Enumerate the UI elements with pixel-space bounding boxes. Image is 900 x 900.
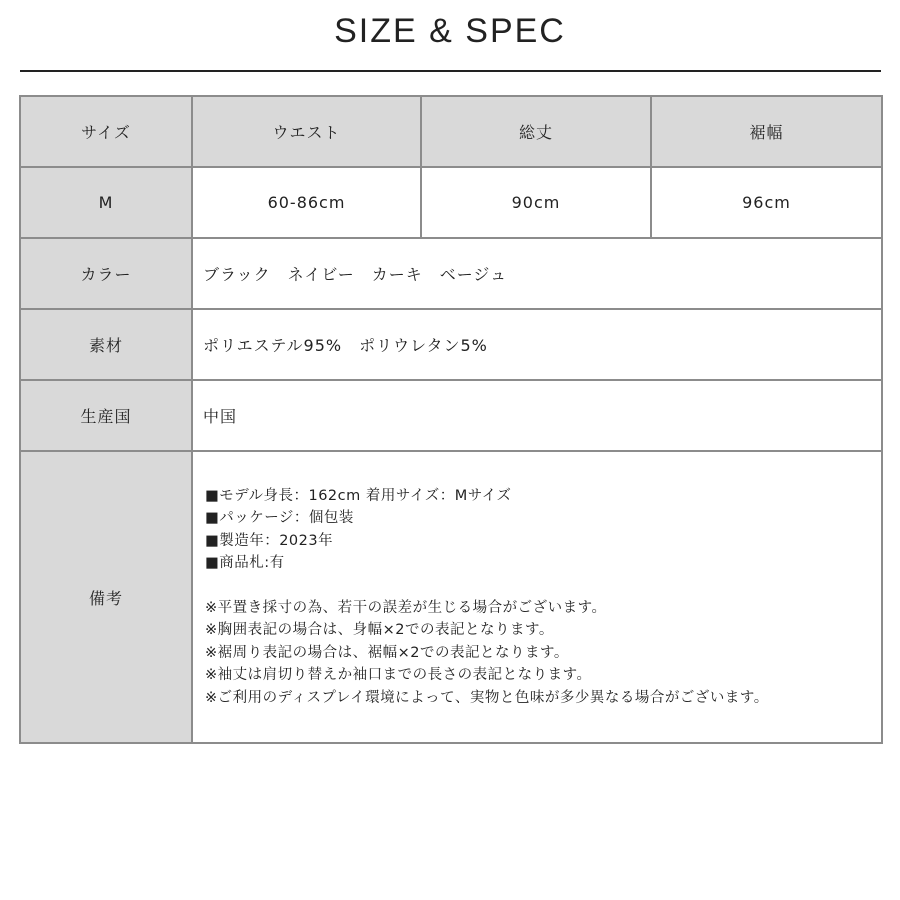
material-row (20, 309, 882, 380)
length-value: 90cm (421, 167, 651, 238)
remark-line: ※袖丈は肩切り替えか袖口までの長さの表記となります。 (205, 667, 592, 684)
color-value: ブラック ネイビー カーキ ベージュ (192, 238, 882, 309)
length-header: 総丈 (421, 96, 651, 167)
material-value: ポリエステル95% ポリウレタン5% (192, 309, 882, 380)
detail-line: ■モデル身長：162cm 着用サイズ：Mサイズ (205, 487, 512, 504)
size-header: サイズ (20, 96, 192, 167)
remark-line: ※胸囲表記の場合は、身幅×2での表記となります。 (205, 622, 554, 639)
detail-line: ■製造年：2023年 (205, 532, 334, 549)
notes-content (193, 485, 881, 710)
waist-value: 60-86cm (192, 167, 421, 238)
remark-line: ※ご利用のディスプレイ環境によって、実物と色味が多少異なる場合がございます。 (205, 689, 769, 706)
remark-line: ※平置き採寸の為、若干の誤差が生じる場合がございます。 (205, 599, 607, 616)
size-row (20, 167, 882, 238)
origin-label: 生産国 (20, 380, 192, 451)
spec-table (19, 95, 883, 744)
material-label: 素材 (20, 309, 192, 380)
hem-width-value: 96cm (651, 167, 882, 238)
origin-value: 中国 (192, 380, 882, 451)
detail-line: ■パッケージ：個包装 (205, 510, 354, 527)
hem-width-header: 裾幅 (651, 96, 882, 167)
remark-line: ※裾周り表記の場合は、裾幅×2での表記となります。 (205, 644, 569, 661)
origin-row (20, 380, 882, 451)
size-label: M (20, 167, 192, 238)
detail-line: ■商品札:有 (205, 555, 285, 572)
notes-cell (192, 451, 882, 743)
notes-row (20, 451, 882, 743)
color-label: カラー (20, 238, 192, 309)
notes-spacer (205, 575, 881, 597)
color-row (20, 238, 882, 309)
title-divider (20, 70, 881, 72)
waist-header: ウエスト (192, 96, 421, 167)
notes-label: 備考 (20, 451, 192, 743)
spec-header-row (20, 96, 882, 167)
page-title: SIZE & SPEC (334, 12, 566, 50)
